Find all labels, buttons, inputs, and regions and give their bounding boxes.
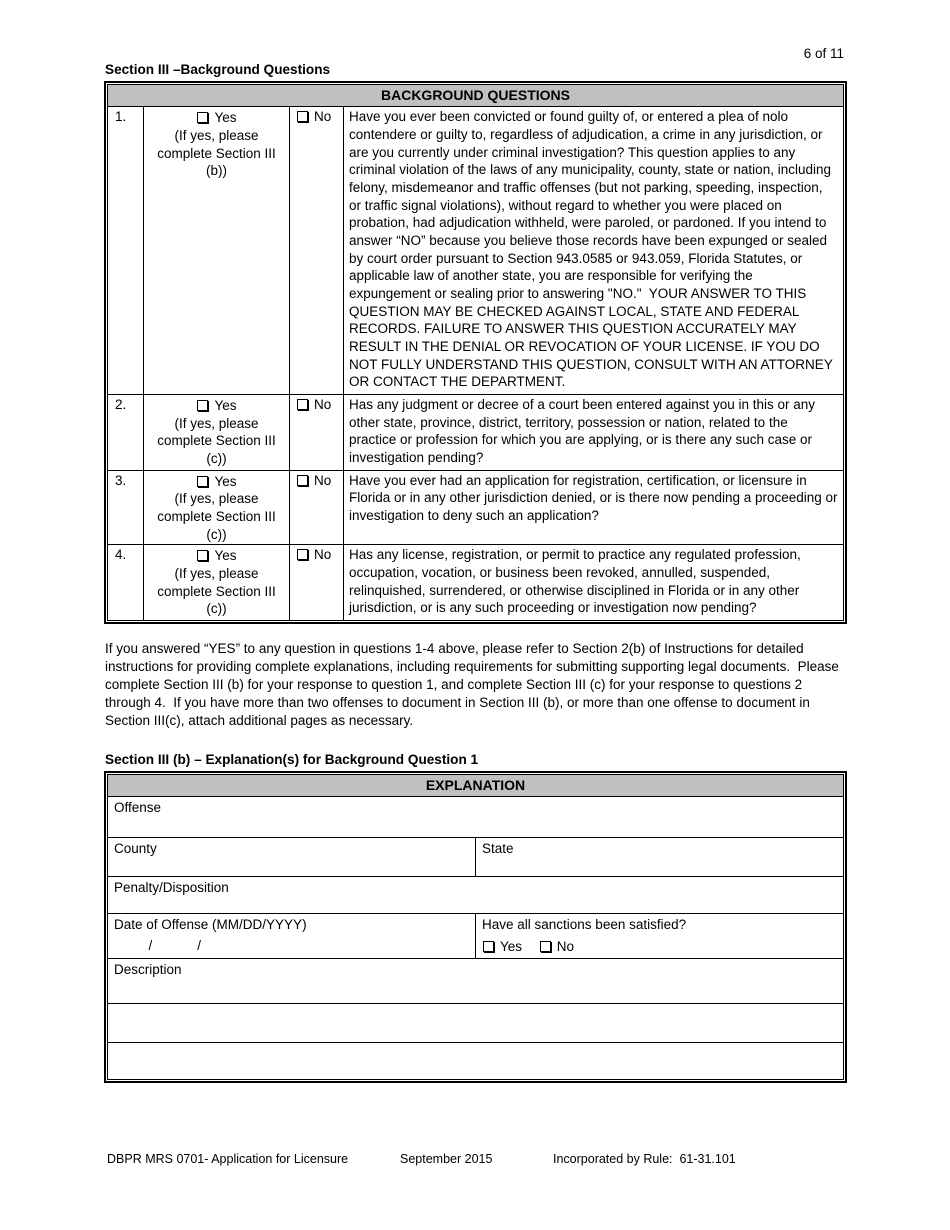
question1-yes-checkbox[interactable] <box>197 112 208 123</box>
instructions-paragraph: If you answered “YES” to any question in questions 1-4 above, please refer to Section 2(b) of Instructions for detailed instructions for providing complete explanations, including requirements for submitting supporting legal documents. Please complete Section III (b) for your response to question 1, and complete Section III (c) for your response to questions 2 through 4. If you have more than two offenses to document in Section III (b), or more than one offense to document in Section III(c), attach additional pages as necessary. <box>105 641 843 728</box>
question1-yes-label: Yes <box>214 110 237 126</box>
description-field[interactable] <box>108 959 844 1004</box>
question2-text: Has any judgment or decree of a court been entered against you in this or any other state, province, district, territory, possession or nation, related to the practice or profession for which you are applying, or is there any such case or investigation pending? <box>344 395 844 471</box>
offense-label: Offense <box>114 800 162 816</box>
question4-no-label: No <box>314 547 332 563</box>
question3-yes-label: Yes <box>214 473 237 489</box>
penalty-disposition-label: Penalty/Disposition <box>114 880 229 896</box>
question-number: 2. <box>108 395 144 471</box>
question-number: 3. <box>108 470 144 545</box>
section3b-heading: Section III (b) – Explanation(s) for Background Question 1 <box>105 751 479 767</box>
question3-yes-checkbox[interactable] <box>197 476 208 487</box>
question4-no-checkbox[interactable] <box>297 549 308 560</box>
sanctions-no-checkbox[interactable] <box>540 941 551 952</box>
sanctions-label: Have all sanctions been satisfied? <box>482 917 687 933</box>
question-number: 4. <box>108 545 144 621</box>
question3-yes-note: (If yes, please complete Section III (c)) <box>157 491 276 542</box>
background-questions-title: BACKGROUND QUESTIONS <box>108 85 844 107</box>
explanation-table <box>104 771 847 1083</box>
sanctions-no-label: No <box>556 938 575 954</box>
question4-yes-label: Yes <box>214 548 237 564</box>
question3-no-checkbox[interactable] <box>297 475 308 486</box>
penalty-disposition-field[interactable] <box>108 877 844 914</box>
background-questions-table <box>104 81 847 624</box>
question2-no-label: No <box>314 397 332 413</box>
question-row <box>108 470 844 545</box>
question4-text: Has any license, registration, or permit to practice any regulated profession, occupation, vocation, or business been revoked, annulled, suspended, relinquished, surrendered, or otherwise disciplined in Florida or in any other jurisdiction, or is any such proceeding or investigation now pending? <box>344 545 844 621</box>
sanctions-yes-label: Yes <box>500 938 523 954</box>
question2-yes-note: (If yes, please complete Section III (c)) <box>157 415 276 467</box>
question3-text: Have you ever had an application for registration, certification, or licensure in Florida or in any other jurisdiction denied, or is there now pending a proceeding or investigation to deny such an application? <box>344 470 844 545</box>
sanctions-field <box>476 914 844 959</box>
question4-yes-checkbox[interactable] <box>197 550 208 561</box>
description-line-field[interactable] <box>108 1004 844 1043</box>
state-field[interactable] <box>476 838 844 877</box>
question1-no-label: No <box>314 109 332 125</box>
county-label: County <box>114 841 157 857</box>
footer-date: September 2015 <box>400 1152 493 1166</box>
description-label: Description <box>114 962 182 978</box>
date-of-offense-field[interactable] <box>108 914 476 959</box>
footer-rule: Incorporated by Rule: 61-31.101 <box>553 1152 736 1166</box>
question3-no-label: No <box>314 472 332 488</box>
question1-yes-note: (If yes, please complete Section III (b)) <box>157 128 276 179</box>
state-label: State <box>482 841 514 857</box>
question-row <box>108 545 844 621</box>
description-line-field[interactable] <box>108 1043 844 1080</box>
date-of-offense-input[interactable]: / / <box>126 937 202 953</box>
explanation-title: EXPLANATION <box>108 774 844 796</box>
footer-doc-id: DBPR MRS 0701- Application for Licensure <box>107 1152 349 1166</box>
question1-no-checkbox[interactable] <box>297 111 308 122</box>
question2-yes-checkbox[interactable] <box>197 400 208 411</box>
offense-field[interactable] <box>108 797 844 838</box>
question1-text: Have you ever been convicted or found guilty of, or entered a plea of nolo contendere or guilty to, regardless of adjudication, a crime in any jurisdiction, or are you currently under criminal investigation? This question applies to any criminal violation of the laws of any municipality, county, state or nation, including felony, misdemeanor and traffic offenses (but not parking, speeding, inspection, or traffic signal violations), without regard to whether you were placed on probation, had adjudication withheld, were paroled, or pardoned. If you intend to answer “NO” because you believe those records have been expunged or sealed by court order pursuant to Section 943.0585 or 943.059, Florida Statutes, or applicable law of another state, you are responsible for verifying the expungement or sealing prior to answering "NO." YOUR ANSWER TO THIS QUESTION MAY BE CHECKED AGAINST LOCAL, STATE AND FEDERAL RECORDS. FAILURE TO ANSWER THIS QUESTION ACCURATELY MAY RESULT IN THE DENIAL OR REVOCATION OF YOUR LICENSE. IF YOU DO NOT FULLY UNDERSTAND THIS QUESTION, CONSULT WITH AN ATTORNEY OR CONTACT THE DEPARTMENT. <box>344 107 844 395</box>
page-number: 6 of 11 <box>803 46 844 61</box>
question-row <box>108 395 844 471</box>
question-number: 1. <box>108 107 144 395</box>
sanctions-yes-checkbox[interactable] <box>483 941 494 952</box>
question-row <box>108 107 844 395</box>
county-field[interactable] <box>108 838 476 877</box>
form-page <box>104 62 847 1083</box>
question2-yes-label: Yes <box>214 398 237 414</box>
date-of-offense-label: Date of Offense (MM/DD/YYYY) <box>114 917 307 933</box>
section3-heading: Section III –Background Questions <box>105 62 331 77</box>
question2-no-checkbox[interactable] <box>297 399 308 410</box>
question4-yes-note: (If yes, please complete Section III (c)) <box>157 566 276 617</box>
